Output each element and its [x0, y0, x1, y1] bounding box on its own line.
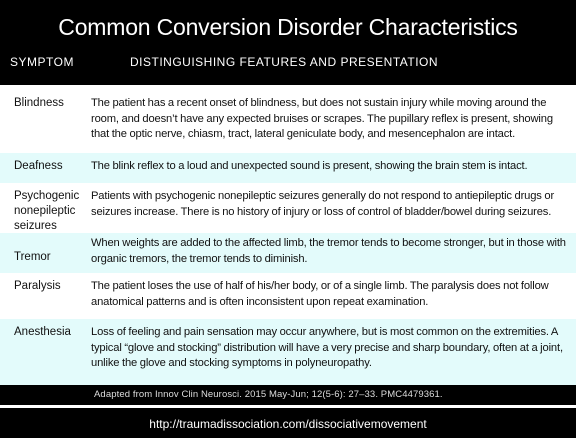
characteristics-table: [0, 85, 576, 385]
symptom-cell: Anesthesia: [14, 326, 71, 338]
symptom-cell: Deafness: [14, 160, 63, 172]
symptom-cell: Blindness: [14, 97, 64, 109]
description-cell: When weights are added to the affected limb, the tremor tends to become stronger, but in those with organic tremors, the tremor tends to diminish.: [91, 237, 566, 265]
symptom-cell: Psychogenic nonepileptic seizures: [14, 190, 80, 232]
table-row: [0, 319, 576, 385]
symptom-column-header: SYMPTOM: [10, 55, 74, 69]
table-row: [0, 183, 576, 233]
description-cell: The patient has a recent onset of blindness, but does not sustain injury while moving around the room, and doesn’t have any expected bruises or scrapes. The pupillary reflex is present, showing that the optic nerve, chiasm, tract, lateral geniculate body, and mesencephalon are intact.: [91, 97, 553, 140]
table-row: [0, 85, 576, 153]
table-row: [0, 233, 576, 273]
page-title: Common Conversion Disorder Characteristics: [58, 14, 518, 40]
description-cell: Loss of feeling and pain sensation may occur anywhere, but is most common on the extremities. A typical “glove and stocking” distribution will have a very precise and sharp boundary, often at a joint, unlike the glove and stocking symptoms in polyneuropathy.: [91, 326, 563, 369]
description-cell: The patient loses the use of half of his/her body, or of a single limb. The paralysis does not follow anatomical patterns and is often inconsistent upon repeat examination.: [91, 280, 549, 308]
footer: [0, 408, 576, 438]
description-cell: Patients with psychogenic nonepileptic seizures generally do not respond to antiepileptic drugs or seizures increase. There is no history of injury or loss of control of bladder/bowel during seizures.: [91, 190, 555, 218]
citation: Adapted from Innov Clin Neurosci. 2015 May-Jun; 12(5-6): 27–33. PMC4479361.: [94, 389, 443, 400]
symptom-cell: Tremor: [14, 251, 51, 263]
symptom-cell: Paralysis: [14, 280, 61, 292]
footer-url: http://traumadissociation.com/dissociativemovement: [149, 417, 427, 431]
table-row: [0, 273, 576, 319]
description-cell: The blink reflex to a loud and unexpected sound is present, showing the brain stem is intact.: [91, 160, 528, 172]
features-column-header: DISTINGUISHING FEATURES AND PRESENTATION: [130, 55, 439, 69]
table-row: [0, 153, 576, 183]
